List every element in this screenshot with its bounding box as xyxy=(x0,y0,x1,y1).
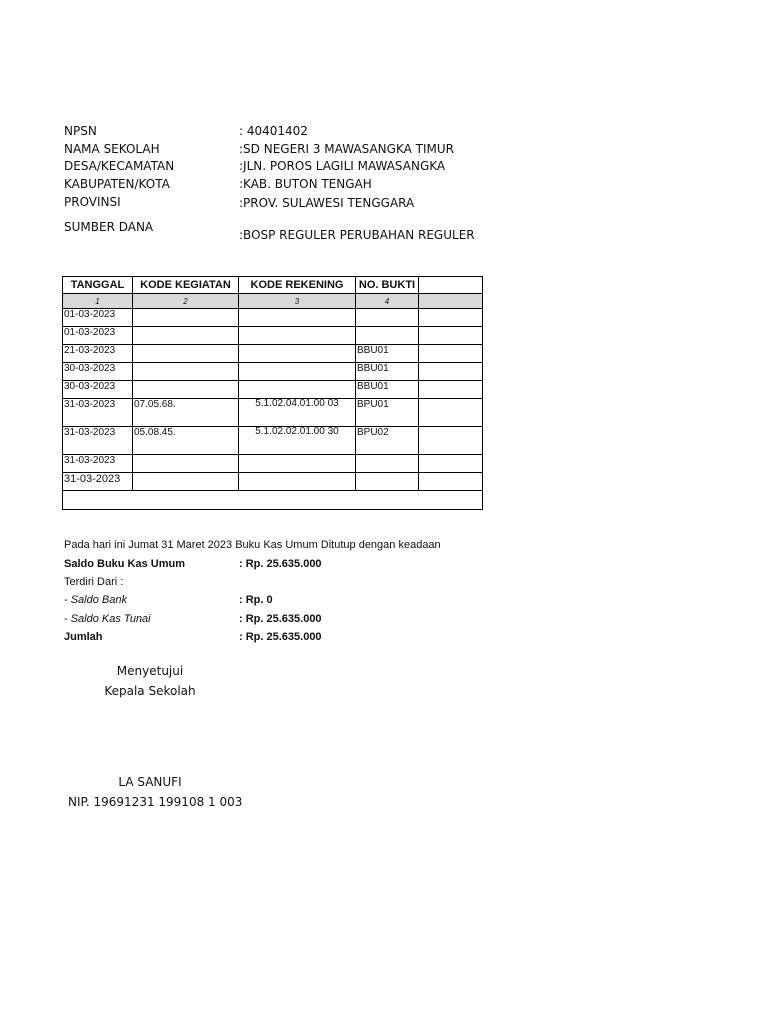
table-footer-row xyxy=(63,491,483,510)
cell-kegiatan xyxy=(133,309,239,327)
cell-bukti xyxy=(356,309,419,327)
table-index-row xyxy=(63,294,483,309)
cell-rekening xyxy=(239,455,356,473)
saldo-bku-value: : Rp. 25.635.000 xyxy=(239,558,322,570)
npsn-label: NPSN xyxy=(64,124,97,138)
bku-table-wrapper xyxy=(62,276,418,510)
table-row xyxy=(63,473,483,491)
cell-rekening: 5.1.02.04.01.00 03 xyxy=(239,399,356,427)
nama-sekolah-label: NAMA SEKOLAH xyxy=(64,142,160,156)
nama-sekolah-value: :SD NEGERI 3 MAWASANGKA TIMUR xyxy=(239,142,454,156)
cell-kegiatan: 05.08.45. xyxy=(133,427,239,455)
cell-rekening xyxy=(239,473,356,491)
table-row xyxy=(63,381,483,399)
cell-overflow xyxy=(419,381,483,399)
index-cell: 1 xyxy=(63,294,133,309)
cell-kegiatan xyxy=(133,363,239,381)
cell-kegiatan: 07.05.68. xyxy=(133,399,239,427)
jumlah-label: Jumlah xyxy=(64,631,103,643)
cell-kegiatan xyxy=(133,345,239,363)
saldo-tunai-value: : Rp. 25.635.000 xyxy=(239,613,322,625)
cell-rekening xyxy=(239,309,356,327)
cell-bukti: BBU01 xyxy=(356,381,419,399)
cell-tanggal: 01-03-2023 xyxy=(63,327,133,345)
cell-rekening xyxy=(239,345,356,363)
terdiri-label: Terdiri Dari : xyxy=(64,576,124,588)
index-cell xyxy=(419,294,483,309)
cell-tanggal: 21-03-2023 xyxy=(63,345,133,363)
cell-rekening xyxy=(239,363,356,381)
desa-kecamatan-label: DESA/KECAMATAN xyxy=(64,159,175,173)
cell-tanggal: 31-03-2023 xyxy=(63,473,133,491)
table-row xyxy=(63,455,483,473)
cell-rekening: 5.1.02.02.01.00 30 xyxy=(239,427,356,455)
cell-rekening xyxy=(239,327,356,345)
role-text: Kepala Sekolah xyxy=(104,684,196,698)
saldo-tunai-label: - Saldo Kas Tunai xyxy=(64,613,151,625)
provinsi-label: PROVINSI xyxy=(64,195,121,209)
table-row xyxy=(63,345,483,363)
cell-tanggal: 30-03-2023 xyxy=(63,363,133,381)
signer-nip: NIP. 19691231 199108 1 003 xyxy=(68,795,243,809)
col-tanggal: TANGGAL xyxy=(63,277,133,294)
cell-bukti: BBU01 xyxy=(356,363,419,381)
npsn-value: : 40401402 xyxy=(239,124,308,138)
cell-tanggal: 30-03-2023 xyxy=(63,381,133,399)
index-cell: 2 xyxy=(133,294,239,309)
cell-tanggal: 31-03-2023 xyxy=(63,399,133,427)
jumlah-value: : Rp. 25.635.000 xyxy=(239,631,322,643)
table-row xyxy=(63,427,483,455)
cell-overflow xyxy=(419,473,483,491)
desa-kecamatan-value: :JLN. POROS LAGILI MAWASANGKA xyxy=(239,159,446,173)
sumber-dana-value: :BOSP REGULER PERUBAHAN REGULER xyxy=(239,228,475,242)
cell-bukti: BPU01 xyxy=(356,399,419,427)
col-kode-rekening: KODE REKENING xyxy=(239,277,356,294)
cell-overflow xyxy=(419,363,483,381)
provinsi-value: :PROV. SULAWESI TENGGARA xyxy=(239,196,415,210)
cell-kegiatan xyxy=(133,381,239,399)
cell-overflow xyxy=(419,309,483,327)
table-row xyxy=(63,363,483,381)
cell-bukti xyxy=(356,455,419,473)
approve-text: Menyetujui xyxy=(116,664,184,678)
index-cell: 4 xyxy=(356,294,419,309)
cell-overflow xyxy=(419,327,483,345)
saldo-bank-value: : Rp. 0 xyxy=(239,594,273,606)
kabupaten-kota-label: KABUPATEN/KOTA xyxy=(64,177,170,191)
cell-bukti: BBU01 xyxy=(356,345,419,363)
saldo-bku-label: Saldo Buku Kas Umum xyxy=(64,558,186,570)
cell-bukti xyxy=(356,327,419,345)
col-overflow xyxy=(419,277,483,294)
cell-tanggal: 31-03-2023 xyxy=(63,455,133,473)
cell-overflow xyxy=(419,345,483,363)
closing-text: Pada hari ini Jumat 31 Maret 2023 Buku Kas Umum Ditutup dengan keadaan xyxy=(64,539,441,551)
cell-overflow xyxy=(419,399,483,427)
table-row xyxy=(63,399,483,427)
sumber-dana-label: SUMBER DANA xyxy=(64,220,154,234)
cell-overflow xyxy=(419,455,483,473)
col-no-bukti: NO. BUKTI xyxy=(356,277,419,294)
index-cell: 3 xyxy=(239,294,356,309)
footer-cell xyxy=(63,491,483,510)
col-kode-kegiatan: KODE KEGIATAN xyxy=(133,277,239,294)
cell-tanggal: 01-03-2023 xyxy=(63,309,133,327)
cell-tanggal: 31-03-2023 xyxy=(63,427,133,455)
kabupaten-kota-value: :KAB. BUTON TENGAH xyxy=(239,177,372,191)
cell-overflow xyxy=(419,427,483,455)
table-header-row xyxy=(63,277,483,294)
cell-kegiatan xyxy=(133,327,239,345)
cell-kegiatan xyxy=(133,455,239,473)
cell-bukti xyxy=(356,473,419,491)
cell-rekening xyxy=(239,381,356,399)
table-row xyxy=(63,309,483,327)
table-row xyxy=(63,327,483,345)
signer-name: LA SANUFI xyxy=(118,775,182,789)
cell-bukti: BPU02 xyxy=(356,427,419,455)
bku-table xyxy=(62,276,483,510)
cell-kegiatan xyxy=(133,473,239,491)
saldo-bank-label: - Saldo Bank xyxy=(64,594,127,606)
